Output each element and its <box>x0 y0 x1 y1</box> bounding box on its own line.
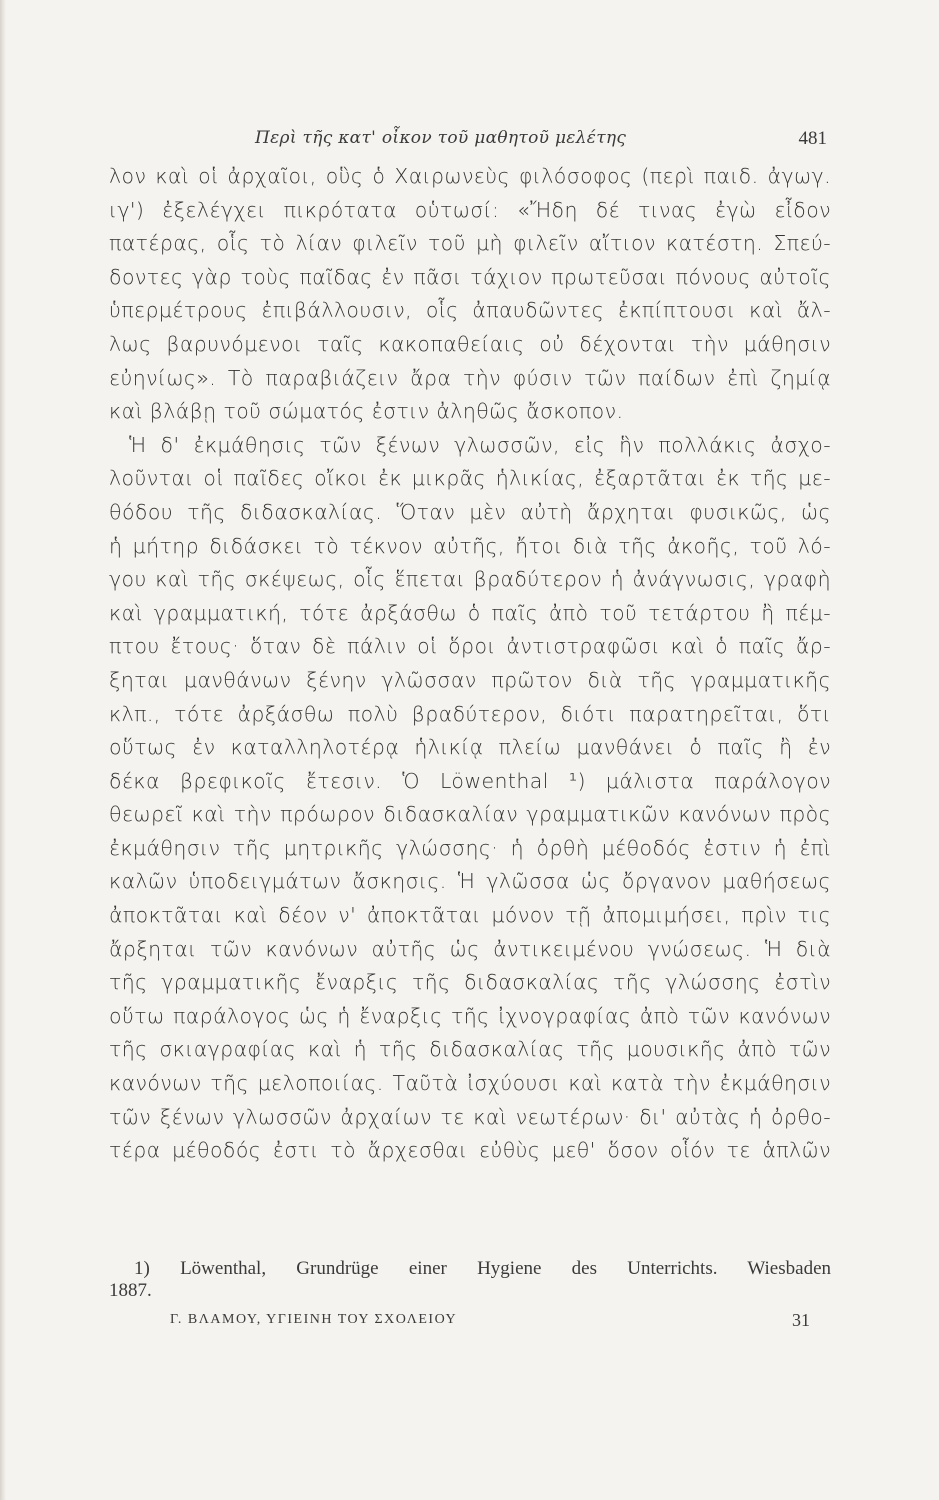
text-line: Ἡ δ' ἐκμάθησις τῶν ξένων γλωσσῶν, εἰς ἣν πολλάκις ἀσχο- <box>129 432 831 457</box>
footer-credit: Γ. ΒΛΑΜΟΥ, ΥΓΙΕΙΝΗ ΤΟΥ ΣΧΟΛΕΙΟΥ <box>170 1312 458 1327</box>
text-line: λοῦνται οἱ παῖδες οἴκοι ἐκ μικρᾶς ἡλικίας, ἐξαρτᾶται ἐκ τῆς με- <box>109 466 831 491</box>
text-line: θεωρεῖ καὶ τὴν πρόωρον διδασκαλίαν γραμματικῶν κανόνων πρὸς <box>109 802 831 827</box>
text-line: δοντες γὰρ τοὺς παῖδας ἐν πᾶσι τάχιον πρωτεῦσαι πόνους αὐτοῖς <box>109 264 831 289</box>
page-spine-shadow <box>0 0 6 1500</box>
text-line: λως βαρυνόμενοι ταῖς κακοπαθείαις οὐ δέχονται τὴν μάθησιν <box>109 331 831 356</box>
page-number: 481 <box>798 128 827 149</box>
text-line: πατέρας, οἷς τὸ λίαν φιλεῖν τοῦ μὴ φιλεῖν αἴτιον κατέστη. Σπεύ- <box>109 231 831 256</box>
text-line: ξηται μανθάνων ξένην γλῶσσαν πρῶτον διὰ τῆς γραμματικῆς <box>109 667 831 692</box>
text-line: οὕτως ἐν καταλληλοτέρᾳ ἡλικίᾳ πλείω μανθάνει ὁ παῖς ἢ ἐν <box>109 735 831 760</box>
text-line: κανόνων τῆς μελοποιίας. Ταῦτὰ ἰσχύουσι καὶ κατὰ τὴν ἐκμάθησιν <box>109 1071 831 1096</box>
text-line: οὕτω παράλογος ὡς ἡ ἔναρξις τῆς ἰχνογραφίας ἀπὸ τῶν κανόνων <box>109 1003 831 1028</box>
text-line: ἡ μήτηρ διδάσκει τὸ τέκνον αὐτῆς, ἤτοι διὰ τῆς ἀκοῆς, τοῦ λό- <box>109 533 831 558</box>
text-line: τῆς γραμματικῆς ἔναρξις τῆς διδασκαλίας τῆς γλώσσης ἐστὶν <box>109 970 831 995</box>
footnote <box>109 1258 831 1302</box>
text-line: καὶ γραμματική, τότε ἀρξάσθω ὁ παῖς ἀπὸ τοῦ τετάρτου ἢ πέμ- <box>109 600 831 625</box>
text-line: ἀποκτᾶται καὶ δέον ν' ἀποκτᾶται μόνον τῇ ἀπομιμήσει, πρὶν τις <box>109 903 831 928</box>
text-line: ἐκμάθησιν τῆς μητρικῆς γλώσσης· ἡ ὀρθὴ μέθοδός ἐστιν ἡ ἐπὶ <box>109 835 831 860</box>
text-line: καλῶν ὑποδειγμάτων ἄσκησις. Ἡ γλῶσσα ὡς ὄργανον μαθήσεως <box>109 869 831 894</box>
text-line: λον καὶ οἱ ἀρχαῖοι, οὓς ὁ Χαιρωνεὺς φιλόσοφος (περὶ παιδ. ἀγωγ. <box>109 164 831 188</box>
text-line: τῆς σκιαγραφίας καὶ ἡ τῆς διδασκαλίας τῆς μουσικῆς ἀπὸ τῶν <box>109 1037 831 1062</box>
text-line: θόδου τῆς διδασκαλίας. Ὅταν μὲν αὐτὴ ἄρχηται φυσικῶς, ὡς <box>109 499 831 524</box>
footnote-line: 1) Löwenthal, Grundrüge einer Hygiene des Unterrichts. Wiesbaden <box>134 1258 831 1279</box>
text-line: τῶν ξένων γλωσσῶν ἀρχαίων τε καὶ νεωτέρων· δι' αὐτὰς ἡ ὀρθο- <box>109 1104 831 1129</box>
body-text <box>109 160 831 1168</box>
signature-mark: 31 <box>792 1310 810 1330</box>
text-line: ὑπερμέτρους ἐπιβάλλουσιν, οἷς ἀπαυδῶντες ἐκπίπτουσι καὶ ἄλ- <box>109 298 831 323</box>
text-line: εὐηνίως». Τὸ παραβιάζειν ἄρα τὴν φύσιν τῶν παίδων ἐπὶ ζημίᾳ <box>109 365 831 390</box>
text-line: ἄρξηται τῶν κανόνων αὐτῆς ὡς ἀντικειμένου γνώσεως. Ἡ διὰ <box>109 936 831 961</box>
page-footer <box>170 1312 810 1336</box>
text-line: τέρα μέθοδός ἐστι τὸ ἄρχεσθαι εὐθὺς μεθ' ὅσον οἷόν τε ἁπλῶν <box>109 1138 831 1163</box>
text-line: δέκα βρεφικοῖς ἔτεσιν. Ὁ Löwenthal ¹) μάλιστα παράλογον <box>109 768 831 793</box>
running-title: Περὶ τῆς κατ' οἶκον τοῦ μαθητοῦ μελέτης <box>255 128 627 148</box>
text-line: πτου ἔτους· ὅταν δὲ πάλιν οἱ ὅροι ἀντιστραφῶσι καὶ ὁ παῖς ἄρ- <box>109 634 831 659</box>
running-header <box>255 128 827 156</box>
text-line: γου καὶ τῆς σκέψεως, οἷς ἕπεται βραδύτερον ἡ ἀνάγνωσις, γραφὴ <box>109 567 831 592</box>
footnote-line: 1887. <box>109 1280 152 1301</box>
text-line: ιγ') ἐξελέγχει πικρότατα οὑτωσί: «Ἤδη δέ τινας ἐγὼ εἶδον <box>109 197 831 222</box>
text-line: καὶ βλάβῃ τοῦ σώματός ἐστιν ἀληθῶς ἄσκοπον. <box>109 399 624 424</box>
text-line: κλπ., τότε ἀρξάσθω πολὺ βραδύτερον, διότι παρατηρεῖται, ὅτι <box>109 701 831 726</box>
